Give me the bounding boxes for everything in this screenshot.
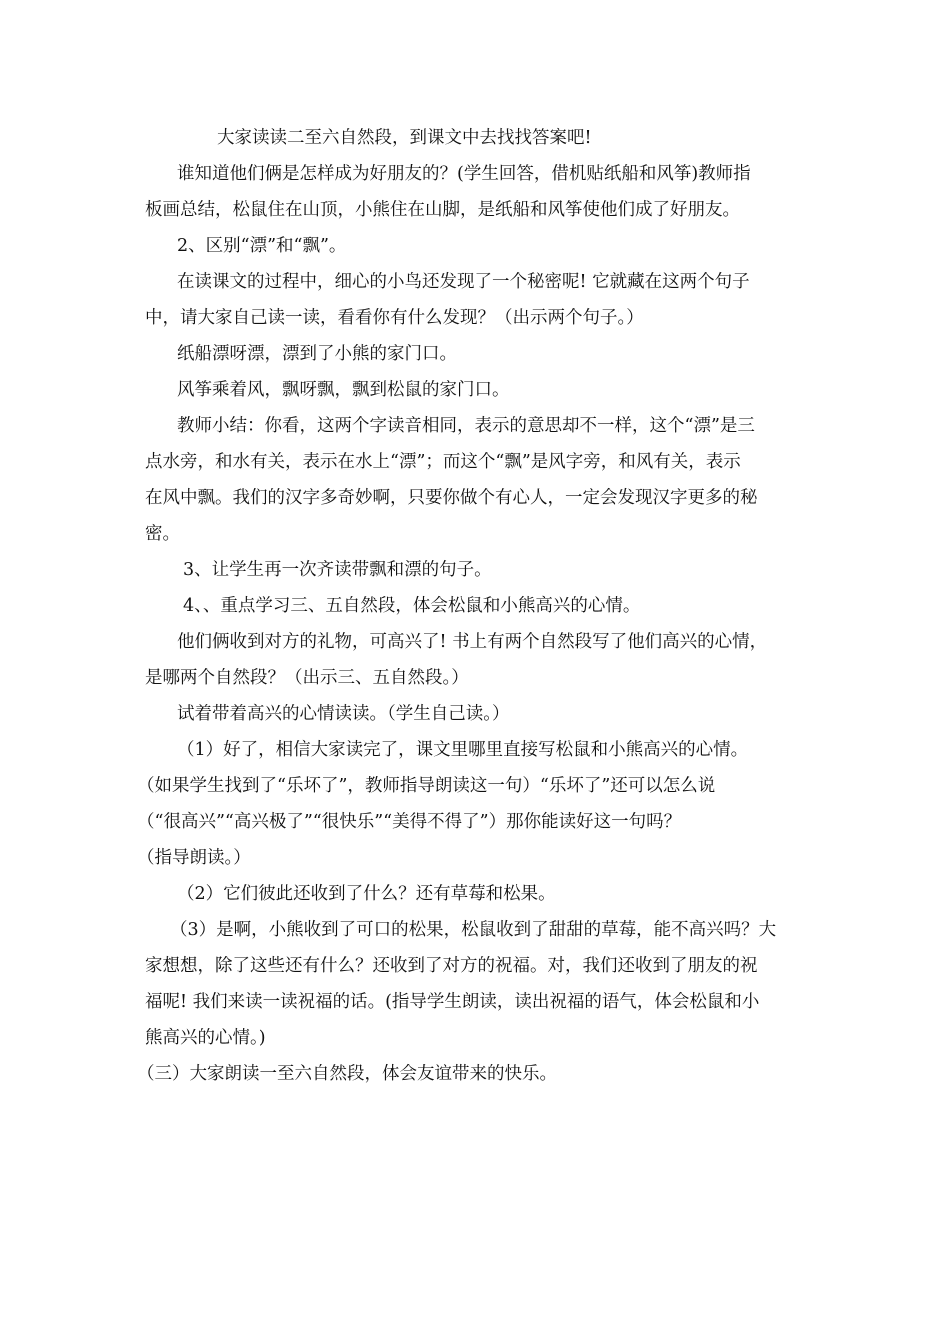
paragraph-intro: 大家读读二至六自然段，到课文中去找找答案吧!	[217, 128, 592, 148]
paragraph-summary-line-3: 在风中飘。我们的汉字多奇妙啊，只要你做个有心人，一定会发现汉字更多的秘	[145, 488, 758, 508]
item-3-line-1: （3）是啊，小熊收到了可口的松果，松鼠收到了甜甜的草莓，能不高兴吗？大	[170, 920, 777, 940]
example-sentence-2: 风筝乘着风，飘呀飘，飘到松鼠的家门口。	[177, 380, 510, 400]
section-heading-4: 4、、重点学习三、五自然段，体会松鼠和小熊高兴的心情。	[183, 596, 641, 616]
section-heading-3: 3、让学生再一次齐读带飘和漂的句子。	[183, 560, 492, 580]
item-1-line-3: （“很高兴”“高兴极了”“很快乐”“美得不得了”）那你能读好这一句吗？	[137, 812, 682, 832]
section-heading-three: （三）大家朗读一至六自然段，体会友谊带来的快乐。	[137, 1064, 557, 1084]
paragraph-secret-line-2: 中，请大家自己读一读，看看你有什么发现？（出示两个句子。）	[145, 308, 644, 328]
example-sentence-1: 纸船漂呀漂，漂到了小熊的家门口。	[177, 344, 457, 364]
paragraph-try-reading: 试着带着高兴的心情读读。（学生自己读。）	[177, 704, 510, 724]
section-heading-2: 2、区别“漂”和“飘”。	[177, 236, 347, 256]
paragraph-summary-line-2: 点水旁，和水有关，表示在水上“漂”；而这个“飘”是风字旁，和风有关，表示	[145, 452, 741, 472]
item-1-line-2: （如果学生找到了“乐坏了”，教师指导朗读这一句）“乐坏了”还可以怎么说	[137, 776, 716, 796]
item-1-line-1: （1）好了，相信大家读完了，课文里哪里直接写松鼠和小熊高兴的心情。	[177, 740, 749, 760]
paragraph-summary-line-4: 密。	[145, 524, 180, 544]
paragraph-question-line-2: 板画总结，松鼠住在山顶，小熊住在山脚，是纸船和风筝使他们成了好朋友。	[145, 200, 740, 220]
item-3-line-4: 熊高兴的心情。)	[145, 1028, 266, 1048]
paragraph-gifts-line-1: 他们俩收到对方的礼物，可高兴了! 书上有两个自然段写了他们高兴的心情，	[177, 632, 768, 652]
item-3-line-3: 福呢! 我们来读一读祝福的话。(指导学生朗读，读出祝福的语气，体会松鼠和小	[145, 992, 760, 1012]
item-2: （2）它们彼此还收到了什么？还有草莓和松果。	[177, 884, 556, 904]
paragraph-summary-line-1: 教师小结：你看，这两个字读音相同，表示的意思却不一样，这个“漂”是三	[177, 416, 755, 436]
item-1-line-4: （指导朗读。）	[137, 848, 251, 868]
paragraph-secret-line-1: 在读课文的过程中，细心的小鸟还发现了一个秘密呢! 它就藏在这两个句子	[177, 272, 750, 292]
paragraph-gifts-line-2: 是哪两个自然段？（出示三、五自然段。）	[145, 668, 469, 688]
item-3-line-2: 家想想，除了这些还有什么？还收到了对方的祝福。对，我们还收到了朋友的祝	[145, 956, 758, 976]
paragraph-question-line-1: 谁知道他们俩是怎样成为好朋友的？(学生回答，借机贴纸船和风筝)教师指	[177, 164, 751, 184]
